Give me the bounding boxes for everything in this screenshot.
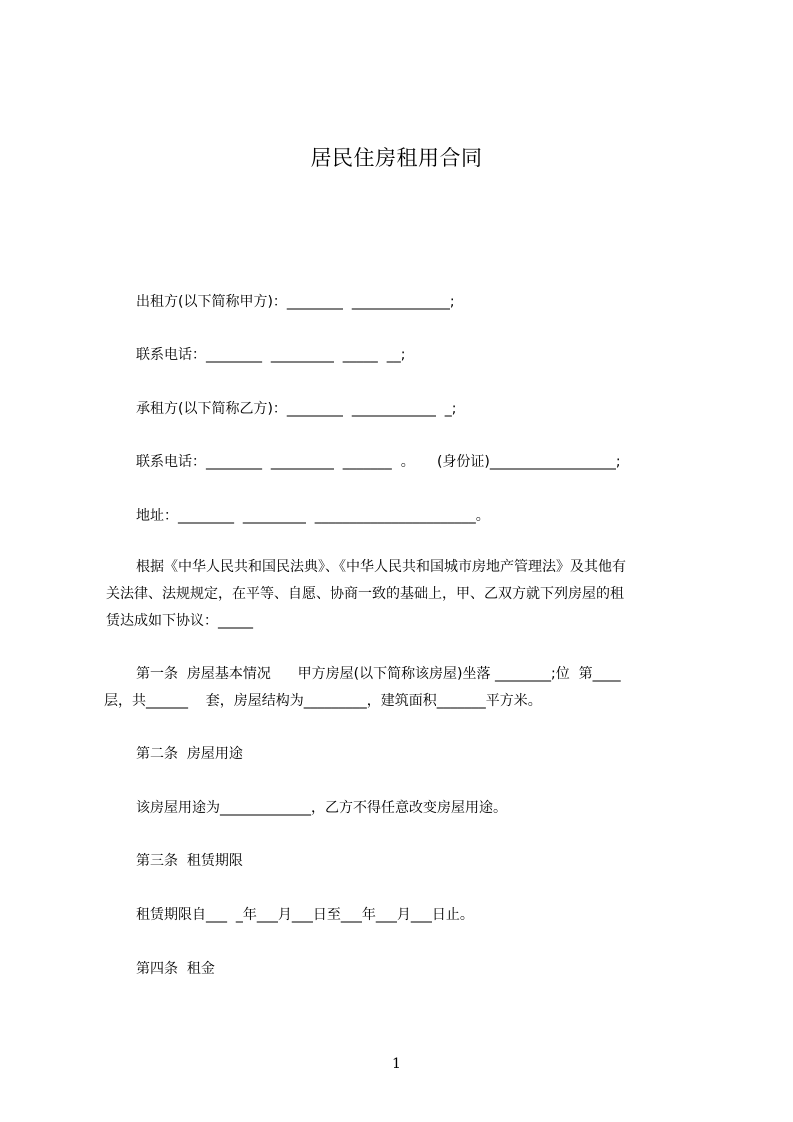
intro-line-3: 赁达成如下协议：_____: [106, 613, 253, 629]
lessor-phone-line: 联系电话：________ _________ _____ __;: [136, 347, 406, 363]
article-3-body: 租赁期限自___ _年___月___日至___年___月___日止。: [136, 907, 474, 923]
article-1-line-2: 层，共______ 套，房屋结构为_________，建筑面积_______平方米。: [104, 693, 542, 709]
intro-line-2: 关法律、法规规定，在平等、自愿、协商一致的基础上，甲、乙双方就下列房屋的租: [106, 586, 624, 602]
document-title: 居民住房租用合同: [310, 146, 483, 170]
lessee-line: 承租方(以下简称乙方)：________ ____________ _;: [136, 401, 457, 417]
address-line: 地址：________ _________ _______________________。: [136, 508, 490, 524]
intro-line-1: 根据《中华人民共和国民法典》、《中华人民共和国城市房地产管理法》及其他有: [136, 559, 626, 575]
lessee-phone-line: 联系电话：________ _________ _______ 。 (身份证)__________________;: [136, 454, 621, 470]
article-2-body: 该房屋用途为_____________，乙方不得任意改变房屋用途。: [136, 800, 507, 816]
article-1-line-1: 第一条 房屋基本情况 甲方房屋(以下简称该房屋)坐落 ________;位 第____: [136, 666, 621, 682]
article-3-heading: 第三条 租赁期限: [136, 853, 243, 869]
lessor-line: 出租方(以下简称甲方)：________ ______________;: [136, 294, 455, 310]
article-4-heading: 第四条 租金: [136, 961, 215, 977]
page-number: 1: [392, 1056, 401, 1072]
article-2-heading: 第二条 房屋用途: [136, 746, 243, 762]
